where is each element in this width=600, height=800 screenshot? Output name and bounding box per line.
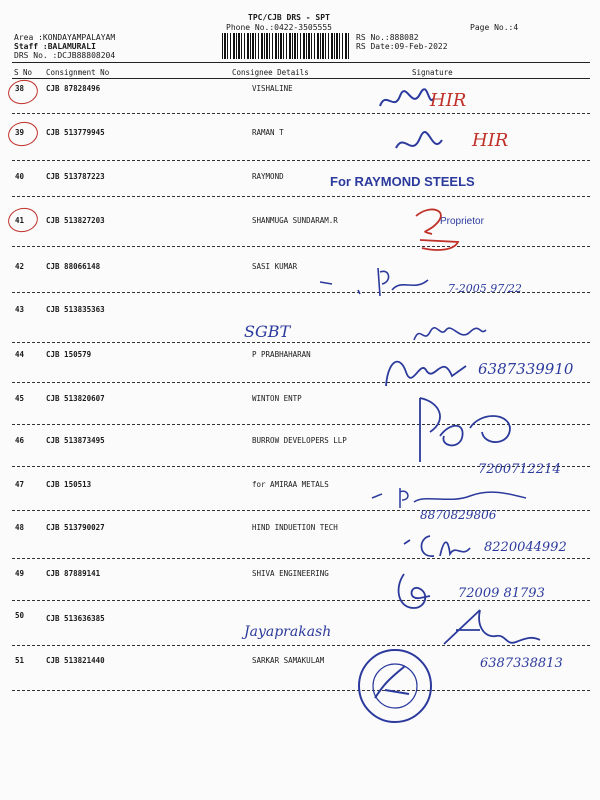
row-consignment: CJB 513827203 [46, 216, 105, 225]
signature-48 [400, 528, 480, 562]
row-sno: 45 [15, 394, 25, 403]
handwritten-phone-51: 6387338813 [480, 656, 563, 671]
signature-44 [380, 350, 470, 390]
signature-39-text: HIR [472, 130, 509, 151]
row-consignment: CJB 513835363 [46, 305, 105, 314]
row-consignment: CJB 150579 [46, 350, 92, 359]
row-consignment: CJB 87828496 [46, 84, 101, 93]
handwritten-phone-46: 7200712214 [478, 462, 561, 477]
col-sno-header: S No [14, 68, 33, 77]
row-consignment: CJB 513790027 [46, 523, 105, 532]
row-sno: 40 [15, 172, 25, 181]
signature-43 [410, 318, 490, 348]
row-consignee: SHIVA ENGINEERING [252, 569, 329, 578]
columns-divider [12, 78, 590, 79]
row-consignment: CJB 88066148 [46, 262, 101, 271]
row-divider [12, 246, 590, 247]
handwritten-phone-44: 6387339910 [478, 360, 574, 378]
row-consignment: CJB 513873495 [46, 436, 105, 445]
row-sno: 46 [15, 436, 25, 445]
row-sno: 50 [15, 611, 25, 620]
row-divider [12, 342, 590, 343]
row-consignment: CJB 513779945 [46, 128, 105, 137]
row-consignee: P PRABHAHARAN [252, 350, 311, 359]
rs-date: RS Date:09-Feb-2022 [356, 42, 448, 51]
row-consignee: SHANMUGA SUNDARAM.R [252, 216, 338, 225]
row-consignee: SARKAR SAMAKULAM [252, 656, 325, 665]
row-consignee: WINTON ENTP [252, 394, 302, 403]
row-consignee: SASI KUMAR [252, 262, 298, 271]
staff-label: Staff :BALAMURALI [14, 42, 96, 51]
row-divider [12, 558, 590, 559]
signature-42 [318, 262, 438, 302]
col-consignee-header: Consignee Details [232, 68, 309, 77]
row-consignment: CJB 87889141 [46, 569, 101, 578]
row-consignment: CJB 513787223 [46, 172, 105, 181]
handwritten-phone-48a: 8870829806 [420, 508, 497, 522]
stamp-proprietor: Proprietor [440, 216, 484, 227]
row-sno: 39 [15, 128, 25, 137]
signature-41 [408, 200, 468, 256]
col-consignment-header: Consignment No [46, 68, 110, 77]
page-number: Page No.:4 [470, 23, 519, 32]
handwritten-sgbt: SGBT [244, 322, 291, 341]
round-seal [355, 646, 435, 726]
row-consignee: RAYMOND [252, 172, 284, 181]
row-sno: 47 [15, 480, 25, 489]
area-label: Area :KONDAYAMPALAYAM [14, 33, 116, 42]
row-divider [12, 196, 590, 197]
row-sno: 41 [15, 216, 25, 225]
row-consignment: CJB 513820607 [46, 394, 105, 403]
handwritten-signature-50: Jayaprakash [244, 624, 332, 640]
row-sno: 38 [15, 84, 25, 93]
company-stamp: For RAYMOND STEELS [330, 174, 475, 189]
circle-mark-41 [6, 205, 40, 235]
handwritten-phone-48b: 8220044992 [484, 540, 567, 555]
row-divider [12, 113, 590, 114]
row-sno: 42 [15, 262, 25, 271]
row-consignment: CJB 513821440 [46, 656, 105, 665]
signature-39-scribble [392, 130, 452, 160]
row-sno: 44 [15, 350, 25, 359]
row-consignee: BURROW DEVELOPERS LLP [252, 436, 347, 445]
row-sno: 49 [15, 569, 25, 578]
circle-mark-38 [6, 77, 40, 107]
barcode [222, 33, 350, 59]
row-sno: 51 [15, 656, 25, 665]
row-consignee: RAMAN T [252, 128, 284, 137]
rs-number: RS No.:888082 [356, 33, 419, 42]
col-signature-header: Signature [412, 68, 453, 77]
row-consignee: HIND INDUETION TECH [252, 523, 338, 532]
signature-38-scribble [376, 86, 436, 116]
row-sno: 48 [15, 523, 25, 532]
handwritten-phone-49: 72009 81793 [458, 586, 545, 601]
row-consignee: for AMIRAA METALS [252, 480, 329, 489]
drs-number: DRS No. :DCJB88808204 [14, 51, 116, 60]
row-divider [12, 690, 590, 691]
document-title: TPC/CJB DRS - SPT [248, 13, 330, 22]
signature-50 [436, 606, 546, 650]
row-divider [12, 160, 590, 161]
header-divider [12, 62, 590, 63]
row-consignee: VISHALINE [252, 84, 293, 93]
circle-mark-39 [6, 119, 40, 149]
row-divider [12, 382, 590, 383]
phone-number: Phone No.:0422-3505555 [226, 23, 332, 32]
signature-38-text: HIR [430, 90, 467, 111]
row-sno: 43 [15, 305, 25, 314]
handwritten-date-42: 7-2005 97/22 [448, 282, 522, 295]
row-consignment: CJB 150513 [46, 480, 92, 489]
row-consignment: CJB 513636385 [46, 614, 105, 623]
